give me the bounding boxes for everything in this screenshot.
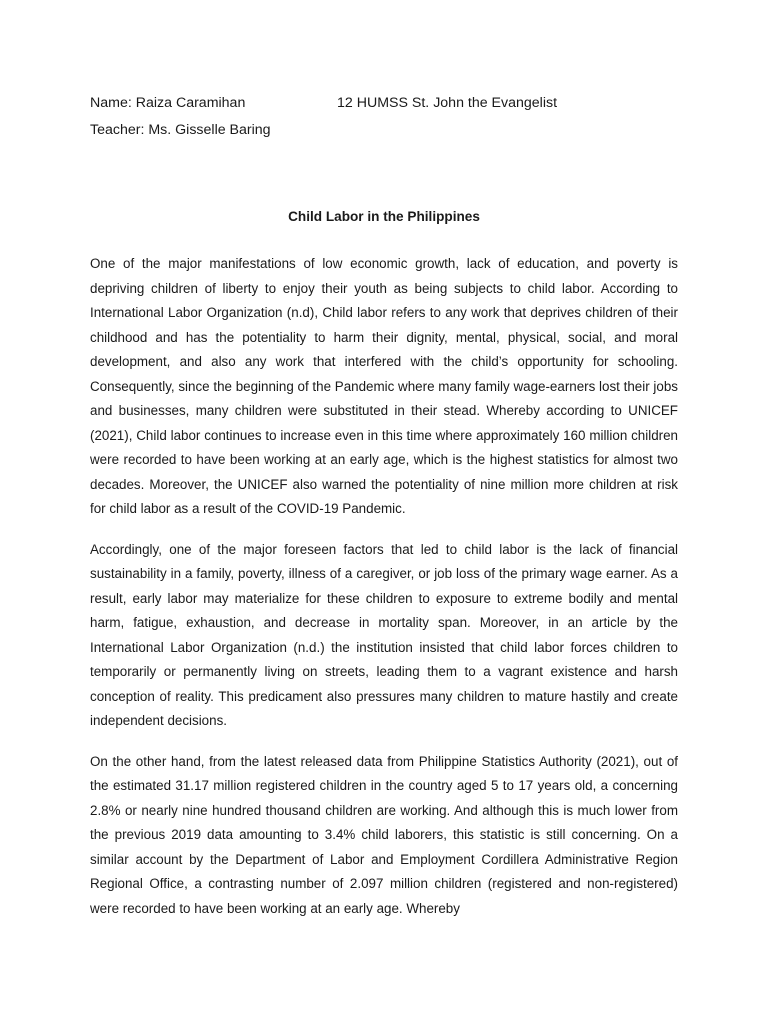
essay-title: Child Labor in the Philippines xyxy=(288,209,480,224)
paragraph-1: One of the major manifestations of low economic growth, lack of education, and poverty is depriving children of liberty to enjoy their youth as being subjects to child labor. According to International Labor Organization (n.d), Child labor refers to any work that deprives children of their childhood and has the potentiality to harm their dignity, mental, physical, social, and moral development, and also any work that interfered with the child’s opportunity for schooling. Consequently, since the beginning of the Pandemic where many family wage-earners lost their jobs and businesses, many children were substituted in their stead. Whereby according to UNICEF (2021), Child labor continues to increase even in this time where approximately 160 million children were recorded to have been working at an early age, which is the highest statistics for almost two decades. Moreover, the UNICEF also warned the potentiality of nine million more children at risk for child labor as a result of the COVID-19 Pandemic. xyxy=(90,256,678,516)
student-name: Name: Raiza Caramihan xyxy=(90,95,246,111)
teacher-name: Teacher: Ms. Gisselle Baring xyxy=(90,122,271,138)
paragraph-2: Accordingly, one of the major foreseen factors that led to child labor is the lack of financial sustainability in a family, poverty, illness of a caregiver, or job loss of the primary wage earner. As a result, early labor may materialize for these children to exposure to extreme bodily and mental harm, fatigue, exhaustion, and decrease in mortality span. Moreover, in an article by the International Labor Organization (n.d.) the institution insisted that child labor forces children to temporarily or permanently living on streets, leading them to a vagrant existence and harsh conception of reality. This predicament also pressures many children to mature hastily and create independent decisions. xyxy=(90,541,678,728)
paragraph-3: On the other hand, from the latest released data from Philippine Statistics Authority (2021), out of the estimated 31.17 million registered children in the country aged 5 to 17 years old, a concerning 2.8% or nearly nine hundred thousand children are working. And although this is much lower from the previous 2019 data amounting to 3.4% child laborers, this statistic is still concerning. On a similar account by the Department of Labor and Employment Cordillera Administrative Region Regional Office, a contrasting number of 2.097 million children (registered and non-registered) were recorded to have been working at an early age. Whereby xyxy=(90,753,678,916)
class-section: 12 HUMSS St. John the Evangelist xyxy=(337,95,558,111)
essay-body xyxy=(90,252,678,937)
